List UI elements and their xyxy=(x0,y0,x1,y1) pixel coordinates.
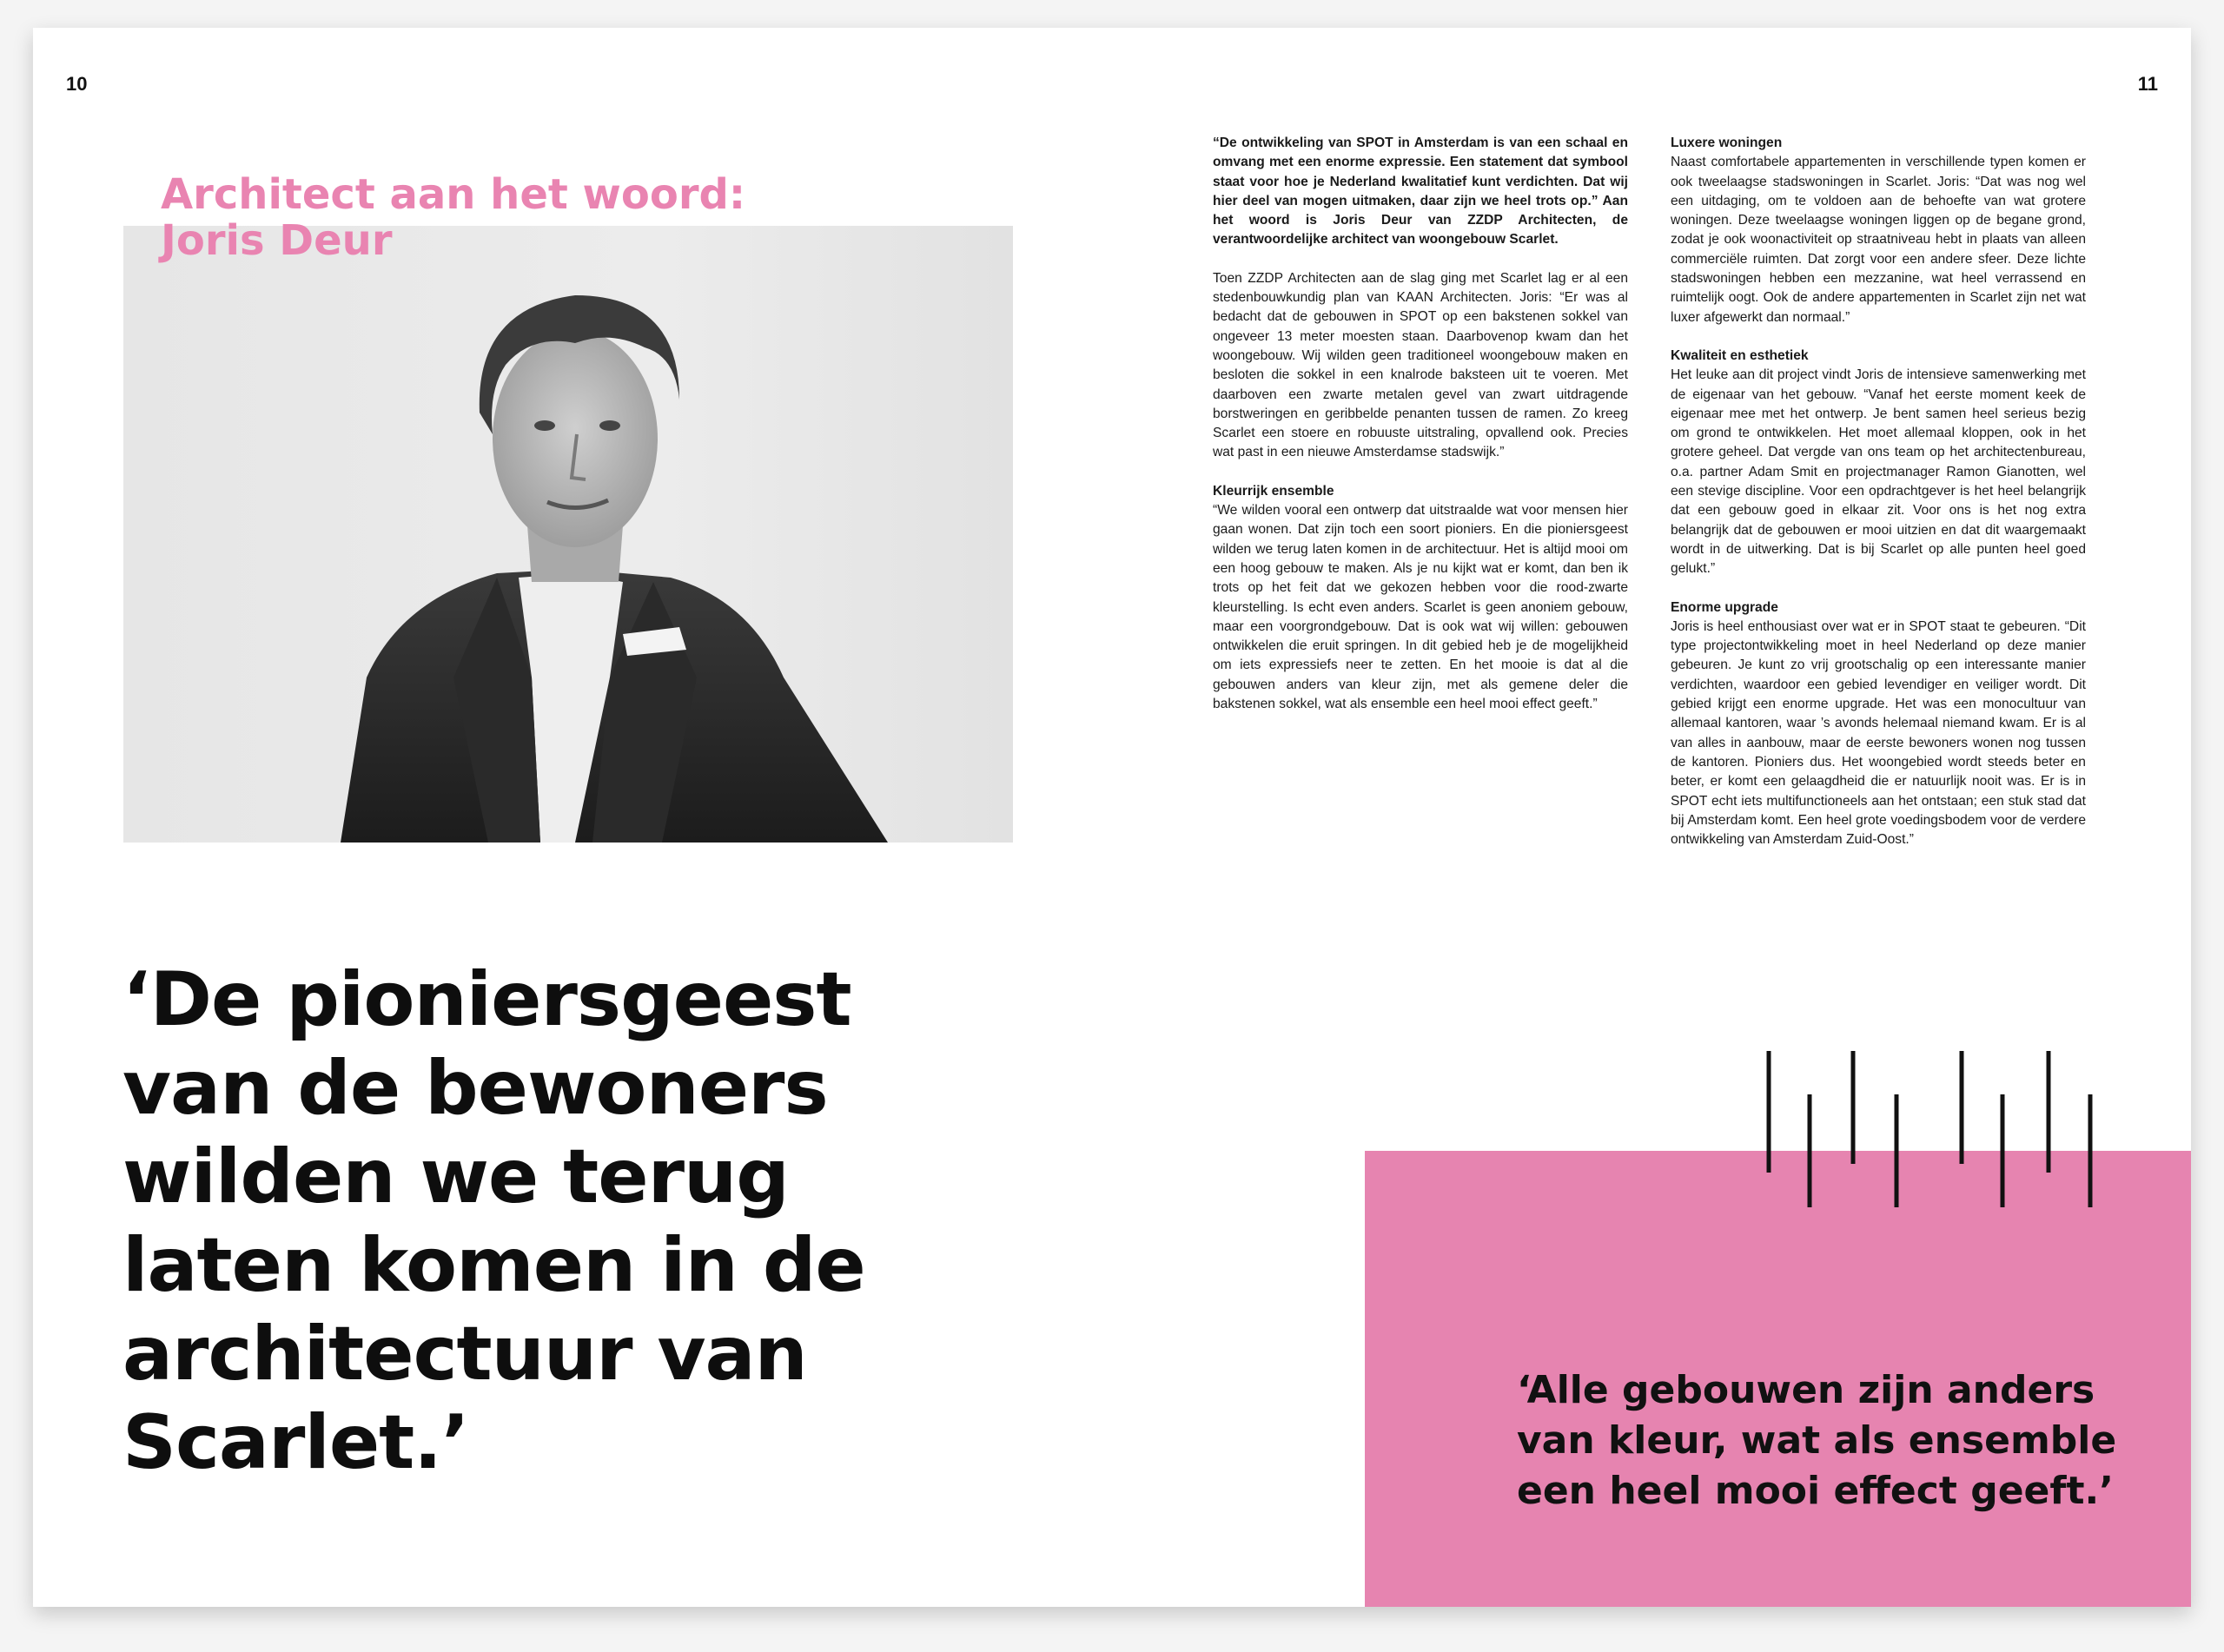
page-number-right: 11 xyxy=(2137,73,2158,95)
article-paragraph: Het leuke aan dit project vindt Joris de intensieve samenwerking met de eigenaar van het gebouw. “Vanaf het eerste moment keek de eigenaar mee met het ontwerp. Je bent samen heel serieus bezig om grond te ontwikkelen. Het moet allemaal kloppen, ook in het grotere geheel. Dat vergde van ons team op het architectenbureau, o.a. partner Adam Smit en projectmanager Ramon Gianotten, wel een stevige discipline. Voor een opdrachtgever is het heel belangrijk dat een gebouw goed in elkaar zit. Voor ons is het nog extra belangrijk dat de gebouwen er mooi uitzien en dat dit waargemaakt wordt in de uitwerking. Dat is bij Scarlet op alle punten heel goed gelukt.” xyxy=(1671,367,2086,577)
article-intro: “De ontwikkeling van SPOT in Amsterdam is van een schaal en omvang met een enorme expressie. Een statement dat symbool staat voor hoe je Nederland kwalitatief kunt verdichten. Dat wij hier deel van mogen uitmaken, daar zijn we heel trots op.” Aan het woord is Joris Deur van ZZDP Architecten, de verantwoordelijke architect van woongebouw Scarlet. xyxy=(1213,135,1628,248)
article-column-right xyxy=(1671,134,2086,869)
article-paragraph: Toen ZZDP Architecten aan de slag ging met Scarlet lag er al een stedenbouwkundig plan van KAAN Architecten. Joris: “Er was al bedacht dat de gebouwen in SPOT op een bakstenen sokkel van ongeveer 13 meter moesten staan. Daarbovenop kwam dan het woongebouw. Wij wilden geen traditioneel woongebouw maken en besloten die sokkel in een knalrode baksteen uit te voeren. Met daarboven een zwarte metalen gevel van zwart uitdragende borstweringen en geribbelde penanten tussen de ramen. Zo kreeg Scarlet een stoere en robuuste uitstraling, opvallend ook. Precies wat past in een nieuwe Amsterdamse stadswijk.” xyxy=(1213,270,1628,460)
section-heading: Kleurrijk ensemble xyxy=(1213,483,1334,499)
article-headline xyxy=(161,172,745,264)
section-heading: Kwaliteit en esthetiek xyxy=(1671,347,1809,363)
portrait-illustration xyxy=(123,226,1013,843)
article-paragraph: “We wilden vooral een ontwerp dat uitstraalde wat voor mensen hier gaan wonen. Dat zijn toch een soort pioniers. En die pioniersgeest wilden we terug laten komen in de architectuur. Het is altijd mooi om een hoog gebouw te maken. Als je nu kijkt wat er komt, dan ben ik trots op het feit dat we gekozen hebben voor die rood-zwarte kleurstelling. Is echt even anders. Scarlet is geen anoniem gebouw, maar een voorgrondgebouw. Dat is ook wat wij willen: gebouwen ontwikkelen die eruit springen. In dit gebied heb je de mogelijkheid om iets expressiefs neer te zetten. En het mooie is dat al die gebouwen anders van kleur zijn, met als gemene deler die bakstenen sokkel, wat als ensemble een heel mooi effect geeft.” xyxy=(1213,503,1628,712)
portrait-photo xyxy=(123,226,1013,843)
section-heading: Enorme upgrade xyxy=(1671,599,1778,615)
article-paragraph: Joris is heel enthousiast over wat er in SPOT staat te gebeuren. “Dit type projectontwikkeling moet in heel Nederland op deze manier gebeuren. Je kunt zo vrij grootschalig op een interessante manier verdichten, waardoor een gebied levendiger en veiliger wordt. Dit gebied krijgt een enorme upgrade. Het was een monocultuur van allemaal kantoren, waar ’s avonds helemaal niemand kwam. Er is al van alles in aanbouw, maar de eerste bewoners wonen nog tussen de kantoren. Pioniers dus. Het woongebied wordt steeds beter en beter, er komt een gelaagdheid die er natuurlijk nooit was. Er is in SPOT echt iets multifunctioneels aan het ontstaan; een stuk stad dat bij Amsterdam komt. Een heel grote voedingsbodem voor de verdere ontwikkeling van Amsterdam Zuid-Oost.” xyxy=(1671,618,2086,848)
decorative-lines-graphic xyxy=(1762,1051,2144,1259)
section-heading: Luxere woningen xyxy=(1671,135,1783,150)
pull-quote-main: ‘De pioniersgeest van de bewoners wilden we terug laten komen in de architectuur van Scarlet.’ xyxy=(122,956,865,1486)
headline-line-2: Joris Deur xyxy=(161,216,393,265)
article-paragraph: Naast comfortabele appartementen in verschillende typen komen er ook tweelaagse stadswoningen in Scarlet. Joris: “Dat was nog wel een uitdaging, om te voldoen aan de behoefte van wat grotere woningen. Deze tweelaagse woningen liggen op de begane grond, zodat je ook woonactiviteit op straatniveau hebt in plaats van alleen commerciële ruimten. Dat zorgt voor een andere sfeer. Deze lichte stadswoningen hebben een mezzanine, wat heel verrassend en ruimtelijk oogt. Ook de andere appartementen in Scarlet zijn net wat luxer afgewerkt dan normaal.” xyxy=(1671,155,2086,325)
magazine-spread xyxy=(33,28,2191,1607)
headline-line-1: Architect aan het woord: xyxy=(161,170,746,219)
page-number-left: 10 xyxy=(66,73,88,95)
pull-quote-box: ‘Alle gebouwen zijn anders van kleur, wat als ensemble een heel mooi effect geeft.’ xyxy=(1517,1368,2117,1513)
article-column-left xyxy=(1213,134,1628,733)
